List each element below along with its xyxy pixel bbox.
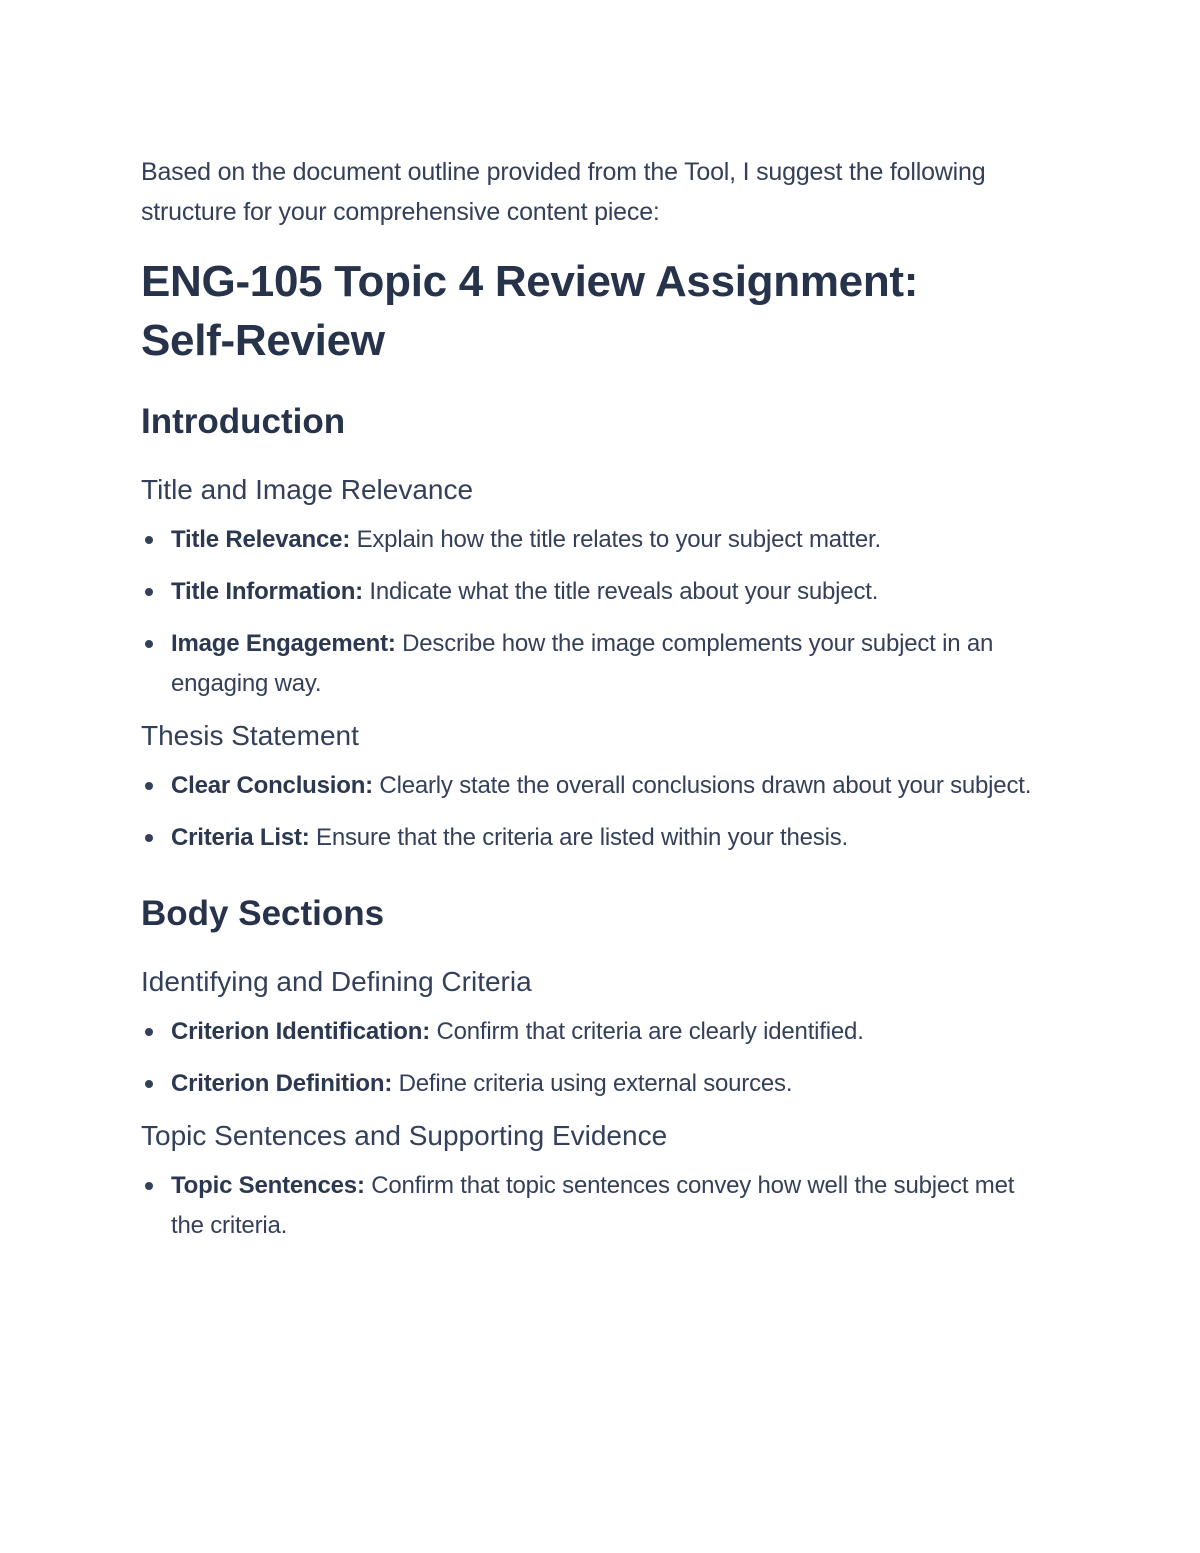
intro-paragraph: Based on the document outline provided from the Tool, I suggest the following structure for your comprehensive content piece: [141,158,986,226]
subsection-heading-thesis: Thesis Statement [141,720,359,751]
document-title-line-1: ENG-105 Topic 4 Review Assignment: [141,257,919,306]
topic-list [141,1166,1041,1246]
list-item-text: Describe how the image complements your subject in an engaging way. [171,630,994,697]
list-item-text: Define criteria using external sources. [392,1070,793,1097]
list-item-label: Clear Conclusion: [171,772,373,799]
document-page [141,152,1041,1246]
list-item [141,1064,1041,1104]
list-item [141,1012,1041,1052]
list-item-text: Explain how the title relates to your subject matter. [350,526,881,553]
bullet-icon [145,536,153,544]
criteria-list [141,1012,1041,1104]
subsection-heading-topic: Topic Sentences and Supporting Evidence [141,1120,668,1151]
bullet-icon [145,640,153,648]
list-item [141,818,1041,858]
list-item-text: Confirm that criteria are clearly identified. [430,1018,864,1045]
list-item-label: Title Information: [171,578,363,605]
list-item-text: Indicate what the title reveals about your subject. [362,578,879,605]
list-item-label: Criterion Identification: [171,1018,431,1045]
section-heading-body: Body Sections [141,894,385,933]
list-item-label: Image Engagement: [171,630,396,657]
document-title [141,252,1041,370]
title-image-list [141,520,1041,704]
bullet-icon [145,588,153,596]
subsection-heading-criteria: Identifying and Defining Criteria [141,966,532,997]
list-item [141,1166,1041,1246]
bullet-icon [145,1080,153,1088]
list-item [141,766,1041,806]
list-item-text: Ensure that the criteria are listed within your thesis. [309,824,848,851]
subsection-heading-title-image: Title and Image Relevance [141,474,474,505]
list-item [141,520,1041,560]
list-item-label: Topic Sentences: [171,1172,365,1199]
thesis-list [141,766,1041,858]
bullet-icon [145,1028,153,1036]
list-item-label: Criterion Definition: [171,1070,393,1097]
section-heading-introduction: Introduction [141,402,346,441]
list-item-label: Criteria List: [171,824,310,851]
list-item [141,572,1041,612]
list-item-text: Clearly state the overall conclusions drawn about your subject. [372,772,1032,799]
list-item-label: Title Relevance: [171,526,351,553]
list-item [141,624,1041,704]
document-title-line-2: Self-Review [141,316,385,365]
list-item-text: Confirm that topic sentences convey how well the subject met the criteria. [171,1172,1015,1239]
bullet-icon [145,1182,153,1190]
bullet-icon [145,782,153,790]
bullet-icon [145,834,153,842]
